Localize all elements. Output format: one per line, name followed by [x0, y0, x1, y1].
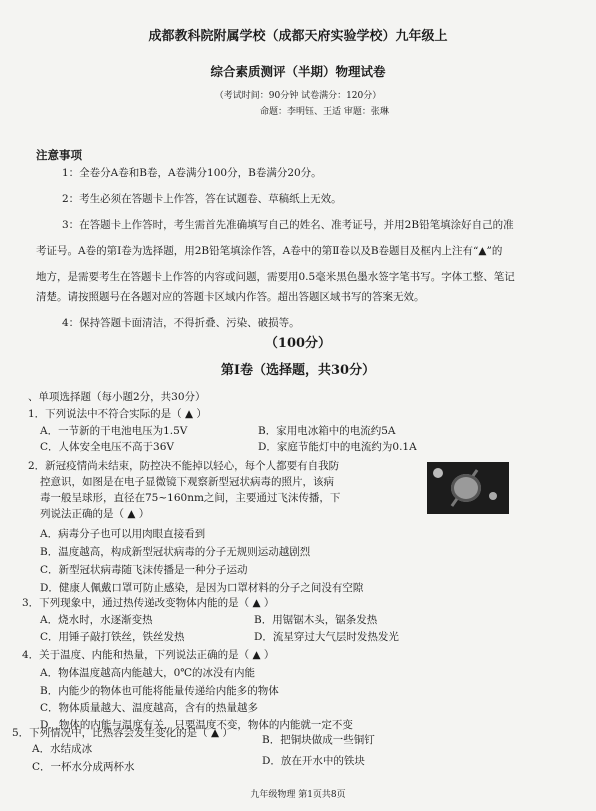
notes-heading: 注意事项: [36, 148, 82, 162]
q1-option-a: A．一节新的干电池电压为1.5V: [40, 425, 188, 437]
q3-option-b: B．用锯锯木头，锯条发热: [254, 614, 378, 626]
note-item-2: 2：考生必须在答题卡上作答，答在试题卷、草稿纸上无效。: [62, 193, 342, 205]
q5-option-c: C．一杯水分成两杯水: [32, 761, 135, 773]
note-item-3: 3：在答题卡上作答时，考生需首先准确填写自己的姓名、准考证号，并用2B铅笔填涂好自己的准: [62, 219, 514, 231]
q2-option-a: A．病毒分子也可以用肉眼直接看到: [40, 528, 206, 540]
q2-option-b: B．温度越高，构成新型冠状病毒的分子无规则运动越剧烈: [40, 546, 311, 558]
q4-option-d: D．物体的内能与温度有关，只要温度不变，物体的内能就一定不变: [40, 719, 353, 731]
note-item-3-cont1: 考证号。A卷的第Ⅰ卷为选择题，用2B铅笔填涂作答，A卷中的第Ⅱ卷以及B卷题目及框内上注有“▲”的: [36, 245, 503, 257]
note-item-1: 1：全卷分A卷和B卷，A卷满分100分，B卷满分20分。: [62, 167, 322, 179]
section-heading: 第Ⅰ卷（选择题，共30分）: [220, 363, 376, 378]
virus-microscope-image: [427, 462, 509, 514]
exam-title-line2: 综合素质测评（半期）物理试卷: [210, 64, 386, 79]
q2-stem-3: 毒一般呈球形，直径在75~160nm之间，主要通过飞沫传播，下: [40, 492, 341, 504]
q3-option-d: D．流星穿过大气层时发热发光: [254, 631, 399, 643]
page-footer: 九年级物理 第1页共8页: [250, 790, 346, 800]
q3-stem: 3．下列现象中，通过热传递改变物体内能的是（ ▲ ）: [22, 597, 275, 609]
q1-option-d: D．家庭节能灯中的电流约为0.1A: [258, 441, 417, 453]
q1-option-c: C．人体安全电压不高于36V: [40, 441, 174, 453]
q2-stem-2: 控意识，如图是在电子显微镜下观察新型冠状病毒的照片，该病: [40, 476, 334, 488]
part-title: 、单项选择题（每小题2分，共30分）: [28, 391, 206, 403]
q4-option-b: B．内能少的物体也可能将能量传递给内能多的物体: [40, 685, 279, 697]
q2-stem-4: 列说法正确的是（ ▲ ）: [40, 508, 150, 520]
exam-title-line1: 成都教科院附属学校（成都天府实验学校）九年级上: [148, 29, 448, 44]
q5-option-b: B．把铜块做成一些铜钉: [262, 734, 375, 746]
q4-option-a: A．物体温度越高内能越大，0℃的冰没有内能: [40, 667, 256, 679]
section-score: （100分）: [264, 336, 332, 351]
note-item-3-cont2: 地方，是需要考生在答题卡上作答的内容或问题，需要用0.5毫米黑色墨水签字笔书写。字体工整、笔记: [36, 271, 515, 283]
note-item-4: 4：保持答题卡面清洁，不得折叠、污染、破损等。: [62, 317, 300, 329]
q2-stem-1: 2．新冠疫情尚未结束，防控决不能掉以轻心，每个人都要有自我防: [28, 460, 340, 472]
virus-particle-small: [433, 468, 443, 478]
q5-stem: 5．下列情况中，比热容会发生变化的是（ ▲ ）: [12, 727, 233, 739]
q4-option-c: C．物体质量越大、温度越高，含有的热量越多: [40, 702, 259, 714]
q1-option-b: B．家用电冰箱中的电流约5A: [258, 425, 396, 437]
exam-info: （考试时间：90分钟 试卷满分：120分）: [214, 91, 382, 101]
q1-stem: 1．下列说法中不符合实际的是（ ▲ ）: [28, 408, 207, 420]
q4-stem: 4．关于温度、内能和热量，下列说法正确的是（ ▲ ）: [22, 649, 275, 661]
virus-particle-tiny: [489, 492, 497, 500]
q2-option-c: C．新型冠状病毒随飞沫传播是一种分子运动: [40, 564, 248, 576]
q2-option-d: D．健康人佩戴口罩可防止感染，是因为口罩材料的分子之间没有空隙: [40, 582, 364, 594]
q5-option-d: D．放在开水中的铁块: [262, 755, 365, 767]
q5-option-a: A．水结成冰: [32, 743, 93, 755]
note-item-3-cont3: 清楚。请按照题号在各题对应的答题卡区域内作答。超出答题区域书写的答案无效。: [36, 291, 425, 303]
q3-option-a: A．烧水时，水逐渐变热: [40, 614, 153, 626]
exam-authors: 命题：李明钰、王适 审题：张琳: [260, 107, 389, 117]
virus-particle: [451, 474, 481, 502]
q3-option-c: C．用锤子敲打铁丝，铁丝发热: [40, 631, 185, 643]
